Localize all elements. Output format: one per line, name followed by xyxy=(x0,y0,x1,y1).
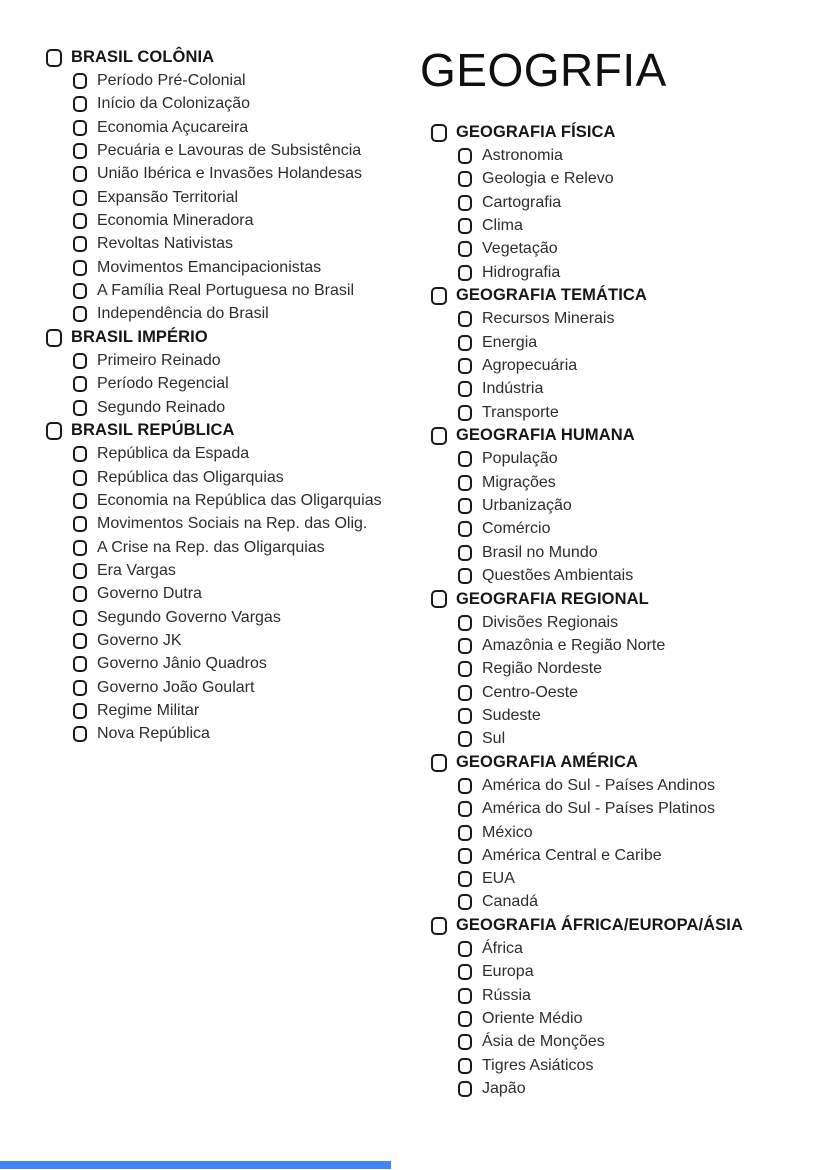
checkbox-unchecked[interactable] xyxy=(431,917,447,935)
checklist-item xyxy=(73,629,382,652)
checklist-item xyxy=(458,1077,743,1100)
checkbox-unchecked[interactable] xyxy=(458,848,472,864)
checklist-item xyxy=(458,728,743,751)
checkbox-unchecked[interactable] xyxy=(73,680,87,696)
checkbox-unchecked[interactable] xyxy=(73,96,87,112)
checkbox-unchecked[interactable] xyxy=(73,563,87,579)
section-header xyxy=(46,46,382,69)
checkbox-unchecked[interactable] xyxy=(431,287,447,305)
item-label: Governo Dutra xyxy=(97,585,202,603)
checkbox-unchecked[interactable] xyxy=(458,894,472,910)
item-label: Amazônia e Região Norte xyxy=(482,636,666,654)
checkbox-unchecked[interactable] xyxy=(73,470,87,486)
item-label: Período Pré-Colonial xyxy=(97,71,246,89)
item-label: Primeiro Reinado xyxy=(97,351,221,369)
checklist-item xyxy=(458,704,743,727)
item-label: Sul xyxy=(482,730,506,748)
section-header xyxy=(431,424,743,447)
item-label: Governo Jânio Quadros xyxy=(97,655,267,673)
checkbox-unchecked[interactable] xyxy=(458,475,472,491)
item-label: Início da Colonização xyxy=(97,95,250,113)
checklist-item xyxy=(73,209,382,232)
section-label: GEOGRAFIA AMÉRICA xyxy=(456,753,638,772)
item-label: Segundo Reinado xyxy=(97,398,226,416)
checkbox-unchecked[interactable] xyxy=(73,400,87,416)
item-label: Comércio xyxy=(482,520,551,538)
checkbox-unchecked[interactable] xyxy=(458,1034,472,1050)
checklist-item xyxy=(458,354,743,377)
checkbox-unchecked[interactable] xyxy=(46,422,62,440)
checkbox-unchecked[interactable] xyxy=(458,311,472,327)
checklist-item xyxy=(73,279,382,302)
checklist-item xyxy=(458,308,743,331)
checkbox-unchecked[interactable] xyxy=(73,633,87,649)
checkbox-unchecked[interactable] xyxy=(458,498,472,514)
item-label: União Ibérica e Invasões Holandesas xyxy=(97,165,363,183)
item-label: Vegetação xyxy=(482,240,558,258)
checklist-item xyxy=(458,518,743,541)
checkbox-unchecked[interactable] xyxy=(73,726,87,742)
checklist-item xyxy=(458,868,743,891)
checklist-item xyxy=(73,93,382,116)
item-label: Oriente Médio xyxy=(482,1010,583,1028)
section-label: GEOGRAFIA FÍSICA xyxy=(456,123,616,142)
item-label: Governo JK xyxy=(97,631,182,649)
checkbox-unchecked[interactable] xyxy=(458,218,472,234)
item-label: América Central e Caribe xyxy=(482,846,662,864)
checkbox-unchecked[interactable] xyxy=(458,171,472,187)
checklist-item xyxy=(73,536,382,559)
item-label: População xyxy=(482,450,558,468)
checkbox-unchecked[interactable] xyxy=(431,590,447,608)
checkbox-unchecked[interactable] xyxy=(458,358,472,374)
checklist-item xyxy=(73,723,382,746)
checklist-item xyxy=(73,676,382,699)
item-label: Clima xyxy=(482,216,523,234)
checkbox-unchecked[interactable] xyxy=(458,1058,472,1074)
item-label: Recursos Minerais xyxy=(482,310,615,328)
checkbox-unchecked[interactable] xyxy=(458,964,472,980)
checklist-item xyxy=(73,443,382,466)
checkbox-unchecked[interactable] xyxy=(458,148,472,164)
item-label: Nova República xyxy=(97,725,210,743)
checklist-item xyxy=(73,466,382,489)
item-label: Expansão Territorial xyxy=(97,188,239,206)
item-label: Era Vargas xyxy=(97,561,176,579)
item-label: Pecuária e Lavouras de Subsistência xyxy=(97,141,362,159)
checkbox-unchecked[interactable] xyxy=(73,190,87,206)
section-label: BRASIL COLÔNIA xyxy=(71,48,215,67)
checklist-item xyxy=(458,634,743,657)
item-label: A Família Real Portuguesa no Brasil xyxy=(97,281,355,299)
checkbox-unchecked[interactable] xyxy=(73,236,87,252)
checklist-item xyxy=(458,401,743,424)
item-label: Economia Mineradora xyxy=(97,211,254,229)
item-label: Segundo Governo Vargas xyxy=(97,608,281,626)
checkbox-unchecked[interactable] xyxy=(458,568,472,584)
checkbox-unchecked[interactable] xyxy=(431,754,447,772)
item-label: México xyxy=(482,823,533,841)
checklist-item xyxy=(458,494,743,517)
item-label: Regime Militar xyxy=(97,701,200,719)
checkbox-unchecked[interactable] xyxy=(73,586,87,602)
item-label: África xyxy=(482,940,523,958)
item-label: Hidrografia xyxy=(482,263,561,281)
checkbox-unchecked[interactable] xyxy=(458,941,472,957)
loading-progress-bar xyxy=(0,1161,391,1169)
section-header xyxy=(431,914,743,937)
item-label: Ásia de Monções xyxy=(482,1033,605,1051)
section-label: BRASIL IMPÉRIO xyxy=(71,328,208,347)
checklist-item xyxy=(73,513,382,536)
checklist-item xyxy=(73,349,382,372)
item-label: Economia Açucareira xyxy=(97,118,249,136)
checkbox-unchecked[interactable] xyxy=(458,638,472,654)
checklist-item xyxy=(73,233,382,256)
checkbox-unchecked[interactable] xyxy=(73,540,87,556)
checkbox-unchecked[interactable] xyxy=(458,545,472,561)
item-label: Região Nordeste xyxy=(482,660,603,678)
history-checklist-column xyxy=(46,46,382,746)
checkbox-unchecked[interactable] xyxy=(458,335,472,351)
checkbox-unchecked[interactable] xyxy=(458,661,472,677)
checkbox-unchecked[interactable] xyxy=(458,871,472,887)
section-header xyxy=(431,751,743,774)
checkbox-unchecked[interactable] xyxy=(458,731,472,747)
item-label: Europa xyxy=(482,963,534,981)
checklist-item xyxy=(458,541,743,564)
item-label: Sudeste xyxy=(482,706,541,724)
checkbox-unchecked[interactable] xyxy=(431,124,447,142)
item-label: Astronomia xyxy=(482,146,563,164)
checkbox-unchecked[interactable] xyxy=(458,521,472,537)
checklist-item xyxy=(458,821,743,844)
item-label: Centro-Oeste xyxy=(482,683,579,701)
checkbox-unchecked[interactable] xyxy=(458,801,472,817)
checkbox-unchecked[interactable] xyxy=(458,988,472,1004)
checkbox-unchecked[interactable] xyxy=(458,615,472,631)
item-label: Agropecuária xyxy=(482,356,578,374)
checklist-item xyxy=(73,559,382,582)
checkbox-unchecked[interactable] xyxy=(73,703,87,719)
section-label: GEOGRAFIA HUMANA xyxy=(456,426,635,445)
checkbox-unchecked[interactable] xyxy=(73,376,87,392)
item-label: Revoltas Nativistas xyxy=(97,235,234,253)
item-label: Urbanização xyxy=(482,496,572,514)
item-label: Questões Ambientais xyxy=(482,566,634,584)
checkbox-unchecked[interactable] xyxy=(458,685,472,701)
item-label: Movimentos Sociais na Rep. das Olig. xyxy=(97,515,368,533)
item-label: Governo João Goulart xyxy=(97,678,255,696)
item-label: Tigres Asiáticos xyxy=(482,1056,594,1074)
checkbox-unchecked[interactable] xyxy=(73,610,87,626)
item-label: EUA xyxy=(482,870,515,888)
checklist-item xyxy=(458,1031,743,1054)
item-label: América do Sul - Países Platinos xyxy=(482,800,715,818)
item-label: Transporte xyxy=(482,403,559,421)
checklist-item xyxy=(458,378,743,401)
item-label: Economia na República das Oligarquias xyxy=(97,491,382,509)
item-label: Japão xyxy=(482,1080,526,1098)
checkbox-unchecked[interactable] xyxy=(46,49,62,67)
checkbox-unchecked[interactable] xyxy=(73,166,87,182)
item-label: Indústria xyxy=(482,380,544,398)
checklist-item xyxy=(73,303,382,326)
checkbox-unchecked[interactable] xyxy=(73,73,87,89)
checkbox-unchecked[interactable] xyxy=(73,656,87,672)
checklist-item xyxy=(73,163,382,186)
checkbox-unchecked[interactable] xyxy=(73,283,87,299)
checkbox-unchecked[interactable] xyxy=(458,265,472,281)
checklist-item xyxy=(458,844,743,867)
checkbox-unchecked[interactable] xyxy=(458,708,472,724)
checklist-item xyxy=(458,448,743,471)
item-label: Período Regencial xyxy=(97,375,229,393)
checklist-item xyxy=(458,1054,743,1077)
item-label: Divisões Regionais xyxy=(482,613,619,631)
checkbox-unchecked[interactable] xyxy=(458,1011,472,1027)
section-label: GEOGRAFIA REGIONAL xyxy=(456,589,649,608)
checklist-item xyxy=(458,658,743,681)
item-label: Independência do Brasil xyxy=(97,305,269,323)
item-label: Migrações xyxy=(482,473,556,491)
checklist-item xyxy=(458,961,743,984)
item-label: Canadá xyxy=(482,893,539,911)
checkbox-unchecked[interactable] xyxy=(458,195,472,211)
checklist-item xyxy=(458,798,743,821)
section-header xyxy=(46,419,382,442)
checkbox-unchecked[interactable] xyxy=(458,405,472,421)
checkbox-unchecked[interactable] xyxy=(431,427,447,445)
checkbox-unchecked[interactable] xyxy=(458,778,472,794)
item-label: Movimentos Emancipacionistas xyxy=(97,258,322,276)
checklist-item xyxy=(458,168,743,191)
geography-checklist-column xyxy=(431,121,743,1101)
checkbox-unchecked[interactable] xyxy=(458,381,472,397)
checklist-item xyxy=(458,891,743,914)
checkbox-unchecked[interactable] xyxy=(73,446,87,462)
item-label: República das Oligarquias xyxy=(97,468,284,486)
checkbox-unchecked[interactable] xyxy=(458,451,472,467)
checkbox-unchecked[interactable] xyxy=(73,493,87,509)
section-label: GEOGRAFIA ÁFRICA/EUROPA/ÁSIA xyxy=(456,916,743,935)
section-label: GEOGRAFIA TEMÁTICA xyxy=(456,286,647,305)
section-header xyxy=(46,326,382,349)
checklist-item xyxy=(458,238,743,261)
item-label: Cartografia xyxy=(482,193,562,211)
checklist-item xyxy=(458,191,743,214)
checklist-item xyxy=(458,1007,743,1030)
item-label: Energia xyxy=(482,333,538,351)
item-label: Geologia e Relevo xyxy=(482,170,614,188)
checkbox-unchecked[interactable] xyxy=(458,825,472,841)
checklist-item xyxy=(458,611,743,634)
item-label: América do Sul - Países Andinos xyxy=(482,776,716,794)
section-header xyxy=(431,284,743,307)
checkbox-unchecked[interactable] xyxy=(458,1081,472,1097)
checklist-item xyxy=(458,774,743,797)
item-label: Brasil no Mundo xyxy=(482,543,598,561)
section-label: BRASIL REPÚBLICA xyxy=(71,421,235,440)
checkbox-unchecked[interactable] xyxy=(73,213,87,229)
checklist-item xyxy=(458,937,743,960)
checkbox-unchecked[interactable] xyxy=(73,260,87,276)
checklist-item xyxy=(458,984,743,1007)
checklist-item xyxy=(73,256,382,279)
checklist-item xyxy=(73,139,382,162)
checklist-item xyxy=(73,489,382,512)
checklist-item xyxy=(73,69,382,92)
checkbox-unchecked[interactable] xyxy=(73,143,87,159)
checkbox-unchecked[interactable] xyxy=(73,353,87,369)
section-header xyxy=(431,588,743,611)
checklist-item xyxy=(458,471,743,494)
checkbox-unchecked[interactable] xyxy=(46,329,62,347)
checklist-item xyxy=(458,331,743,354)
checkbox-unchecked[interactable] xyxy=(458,241,472,257)
page-title: GEOGRFIA xyxy=(420,44,667,96)
checklist-item xyxy=(458,261,743,284)
checklist-item xyxy=(458,214,743,237)
item-label: A Crise na Rep. das Oligarquias xyxy=(97,538,325,556)
checklist-item xyxy=(73,583,382,606)
checklist-item xyxy=(458,564,743,587)
checklist-item xyxy=(73,606,382,629)
item-label: República da Espada xyxy=(97,445,250,463)
checkbox-unchecked[interactable] xyxy=(73,516,87,532)
checkbox-unchecked[interactable] xyxy=(73,120,87,136)
checklist-item xyxy=(458,681,743,704)
checklist-item xyxy=(73,396,382,419)
checklist-item xyxy=(73,373,382,396)
checklist-item xyxy=(73,186,382,209)
checklist-item xyxy=(73,653,382,676)
item-label: Rússia xyxy=(482,986,531,1004)
checklist-item xyxy=(73,699,382,722)
checklist-item xyxy=(73,116,382,139)
checkbox-unchecked[interactable] xyxy=(73,306,87,322)
section-header xyxy=(431,121,743,144)
checklist-item xyxy=(458,144,743,167)
